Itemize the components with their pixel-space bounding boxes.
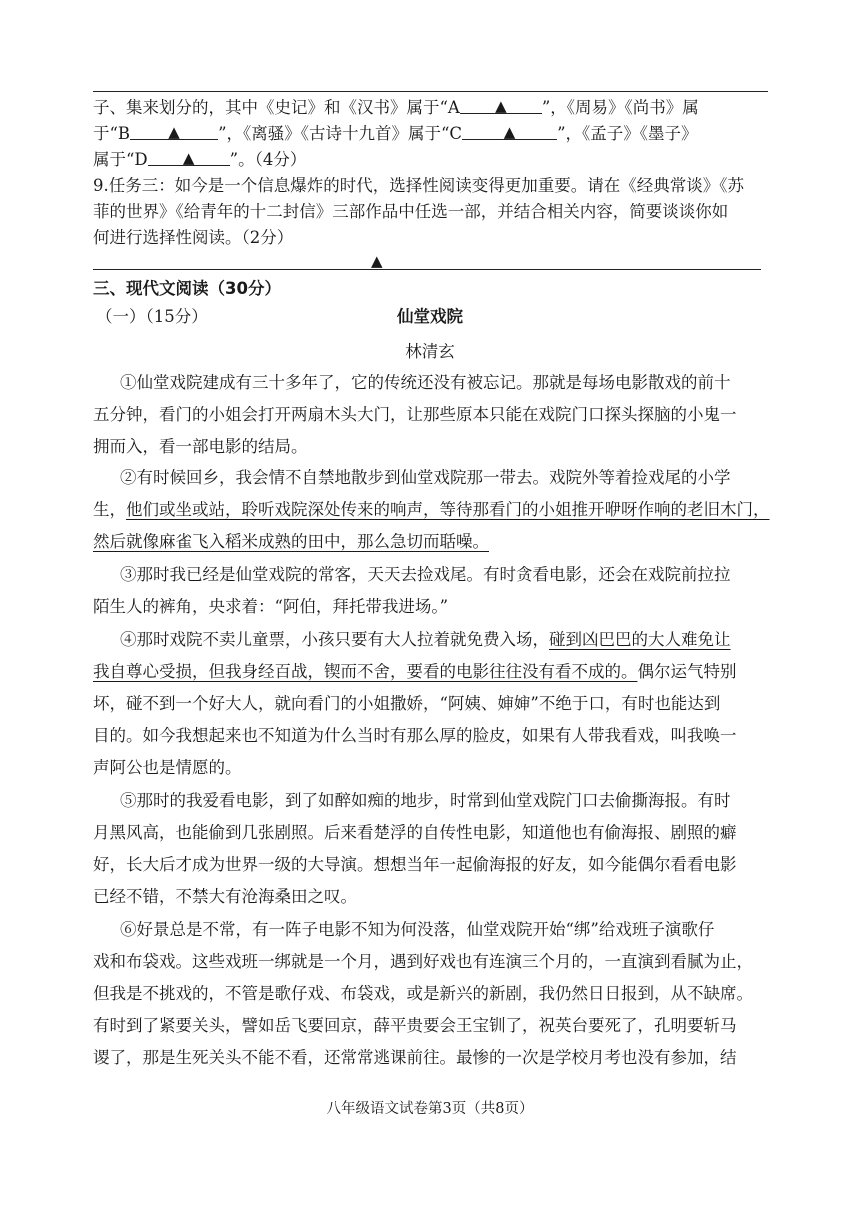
p3-line-2: 陌生人的裤角，央求着：“阿伯，拜托带我进场。” [93, 597, 449, 616]
q9-answer-area[interactable] [93, 250, 761, 272]
q8-text: ”。（4分） [229, 150, 307, 169]
underlined-sentence: 然后就像麻雀飞入稻米成熟的田中，那么急切而聒噪。 [93, 532, 489, 551]
underlined-sentence: 我自尊心受损，但我身经百战，锲而不舍，要看的电影往往没有看不成的。 [93, 662, 638, 681]
part-label: （一）（15分） [96, 307, 208, 326]
p1-line-1: ①仙堂戏院建成有三十多年了，它的传统还没有被忘记。那就是每场电影散戏的前十 [120, 373, 731, 392]
triangle-marker-icon: ▲ [168, 123, 180, 141]
article-author: 林清玄 [405, 342, 455, 361]
q9-line-3: 何进行选择性阅读。（2分） [93, 228, 294, 247]
article-title: 仙堂戏院 [397, 307, 463, 326]
p4-line-3: 坏，碰不到一个好大人，就向看门的小姐撒娇，“阿姨、婶婶”不绝于口，有时也能达到 [93, 694, 721, 713]
q8-line-3 [93, 147, 306, 173]
q9-line-1: 9.任务三：如今是一个信息爆炸的时代，选择性阅读变得更加重要。请在《经典常谈》《苏 [93, 176, 744, 195]
p4-text: 偶尔运气特别 [637, 662, 737, 681]
q8-text: 属于“D [93, 150, 148, 169]
triangle-marker-icon: ▲ [495, 97, 507, 115]
q8-text: ”，《孟子》《墨子》 [557, 124, 698, 143]
q9-line-2: 菲的世界》《给青年的十二封信》三部作品中任选一部，并结合相关内容，简要谈谈你如 [93, 202, 729, 221]
q8-line-1 [93, 95, 699, 121]
q8-text: ”，《周易》《尚书》属 [541, 98, 699, 117]
p6-line-2: 戏和布袋戏。这些戏班一绑就是一个月，遇到好戏也有连演三个月的，一直演到看腻为止， [93, 952, 753, 971]
p5-line-2: 月黑风高，也能偷到几张剧照。后来看楚浮的自传性电影，知道他也有偷海报、剧照的癖 [93, 823, 737, 842]
p5-line-4: 已经不错，不禁大有沧海桑田之叹。 [93, 887, 357, 906]
p2-text: 生， [93, 500, 126, 519]
p6-line-1: ⑥好景总是不常，有一阵子电影不知为何没落，仙堂戏院开始“绑”给戏班子演歌仔 [120, 920, 715, 939]
p6-line-3: 但我是不挑戏的，不管是歌仔戏、布袋戏，或是新兴的新剧，我仍然日日报到，从不缺席。 [93, 984, 753, 1003]
q8-text: 子、集来划分的，其中《史记》和《汉书》属于“A [93, 98, 460, 117]
p1-line-2: 五分钟，看门的小姐会打开两扇木头大门，让那些原本只能在戏院门口探头探脑的小鬼一 [93, 405, 737, 424]
triangle-marker-icon: ▲ [182, 149, 195, 167]
p6-line-5: 谡了，那是生死关头不能不看，还常常逃课前往。最惨的一次是学校月考也没有参加，结 [93, 1048, 737, 1067]
q8-line-2 [93, 121, 698, 147]
q8-text: 于“B [93, 124, 131, 143]
p4-line-5: 声阿公也是情愿的。 [93, 758, 242, 777]
answer-blank-a[interactable] [460, 95, 542, 114]
p4-text: ④那时戏院不卖儿童票，小孩只要有大人拉着就免费入场， [120, 630, 549, 649]
p6-line-4: 有时到了紧要关头，譬如岳飞要回京，薛平贵要会王宝钏了，祝英台要死了，孔明要斩马 [93, 1016, 737, 1035]
answer-blank-d[interactable] [148, 147, 230, 166]
p2-line-1: ②有时候回乡，我会情不自禁地散步到仙堂戏院那一带去。戏院外等着捡戏尾的小学 [120, 468, 731, 487]
p4-line-1 [120, 627, 731, 653]
triangle-marker-icon: ▲ [371, 252, 383, 270]
p5-line-3: 好，长大后才成为世界一级的大导演。想想当年一起偷海报的好友，如今能偶尔看看电影 [93, 855, 737, 874]
p4-line-2 [93, 659, 737, 685]
p4-line-4: 目的。如今我想起来也不知道为什么当时有那么厚的脸皮，如果有人带我看戏，叫我唤一 [93, 726, 737, 745]
answer-line [93, 269, 761, 270]
top-rule [93, 91, 768, 92]
p2-line-2 [93, 497, 770, 523]
page-footer: 八年级语文试卷第3页（共8页） [326, 1101, 534, 1117]
underlined-sentence: 碰到凶巴巴的大人难免让 [549, 630, 731, 649]
section-heading: 三、现代文阅读（30分） [93, 279, 281, 298]
p2-line-3 [93, 529, 489, 555]
answer-blank-b[interactable] [130, 121, 218, 140]
answer-blank-c[interactable] [462, 121, 557, 140]
p3-line-1: ③那时我已经是仙堂戏院的常客，天天去捡戏尾。有时贪看电影，还会在戏院前拉拉 [120, 565, 731, 584]
p1-line-3: 拥而入，看一部电影的结局。 [93, 437, 308, 456]
underlined-sentence: 他们或坐或站，聆听戏院深处传来的响声，等待那看门的小姐推开咿呀作响的老旧木门， [126, 500, 770, 519]
p5-line-1: ⑤那时的我爱看电影，到了如醉如痴的地步，时常到仙堂戏院门口去偷撕海报。有时 [120, 791, 731, 810]
triangle-marker-icon: ▲ [503, 123, 516, 141]
q8-text: ”，《离骚》《古诗十九首》属于“C [218, 124, 463, 143]
